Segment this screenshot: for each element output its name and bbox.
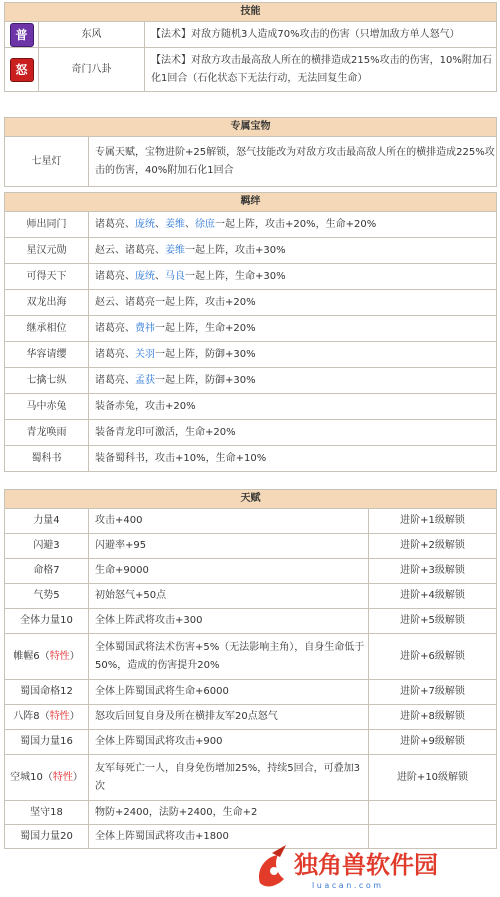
- talent-desc: 闪避率+95: [89, 534, 369, 559]
- hero-link[interactable]: 费祎: [135, 322, 155, 334]
- bond-name: 星汉元勋: [5, 238, 89, 264]
- watermark-sub: l u a c a n . c o m: [312, 881, 382, 890]
- bond-row: [5, 368, 497, 394]
- talent-name: 命格7: [5, 559, 89, 584]
- talent-row: [5, 705, 497, 730]
- trait-tag: 特性: [49, 650, 70, 662]
- bond-desc: 诸葛亮、关羽一起上阵，防御+30%: [89, 342, 497, 368]
- bond-row: [5, 342, 497, 368]
- bond-name: 蜀科书: [5, 446, 89, 472]
- talent-unlock: 进阶+6级解锁: [369, 634, 497, 680]
- talent-name: 蜀国命格12: [5, 680, 89, 705]
- talent-name: 力量4: [5, 509, 89, 534]
- talent-row: [5, 609, 497, 634]
- skill-name: 奇门八卦: [39, 48, 145, 92]
- skills-header: 技能: [5, 3, 497, 22]
- bond-name: 青龙唤雨: [5, 420, 89, 446]
- talent-unlock: [369, 801, 497, 825]
- bond-name: 华容请缨: [5, 342, 89, 368]
- hero-link[interactable]: 庞统: [135, 218, 155, 230]
- bond-row: [5, 212, 497, 238]
- talent-desc: 初始怒气+50点: [89, 584, 369, 609]
- bond-desc: 诸葛亮、费祎一起上阵，生命+20%: [89, 316, 497, 342]
- talent-unlock: 进阶+8级解锁: [369, 705, 497, 730]
- hero-link[interactable]: 姜维: [165, 244, 185, 256]
- talents-table: [4, 489, 497, 849]
- talent-row: [5, 801, 497, 825]
- talent-unlock: 进阶+2级解锁: [369, 534, 497, 559]
- talent-row: [5, 509, 497, 534]
- bond-name: 师出同门: [5, 212, 89, 238]
- bond-row: [5, 264, 497, 290]
- bond-row: [5, 446, 497, 472]
- hero-link[interactable]: 徐庶: [195, 218, 215, 230]
- talent-unlock: 进阶+3级解锁: [369, 559, 497, 584]
- talent-unlock: 进阶+9级解锁: [369, 730, 497, 755]
- treasure-table: [4, 117, 497, 187]
- talent-desc: 全体上阵武将攻击+300: [89, 609, 369, 634]
- talent-row: [5, 730, 497, 755]
- watermark-title: 独角兽软件园: [294, 851, 438, 879]
- skills-table: [4, 2, 497, 92]
- skill-row: [5, 22, 497, 48]
- talent-desc: 全体蜀国武将法术伤害+5%（无法影响主角），自身生命低于50%，造成的伤害提升20%: [89, 634, 369, 680]
- bond-name: 可得天下: [5, 264, 89, 290]
- talents-header: 天赋: [5, 490, 497, 509]
- talent-unlock: 进阶+1级解锁: [369, 509, 497, 534]
- bonds-table: [4, 192, 497, 472]
- skill-name: 东风: [39, 22, 145, 48]
- skill-desc: 【法术】对敌方随机3人造成70%攻击的伤害（只增加敌方单人怒气）: [145, 22, 497, 48]
- treasure-desc: 专属天赋，宝物进阶+25解锁，怒气技能改为对敌方攻击最高敌人所在的横排造成225%攻击的伤害，40%附加石化1回合: [89, 137, 497, 187]
- talent-name: 空城10（特性）: [5, 755, 89, 801]
- talent-name: 全体力量10: [5, 609, 89, 634]
- bond-desc: 诸葛亮、庞统、马良一起上阵，生命+30%: [89, 264, 497, 290]
- skill-icon-cell: [5, 22, 39, 48]
- hero-link[interactable]: 关羽: [135, 348, 155, 360]
- talent-row: [5, 634, 497, 680]
- bond-row: [5, 290, 497, 316]
- rage-skill-icon: 怒: [10, 58, 34, 82]
- talent-row: [5, 559, 497, 584]
- talent-name: 蜀国力量20: [5, 825, 89, 849]
- treasure-row: [5, 137, 497, 187]
- bonds-header: 羁绊: [5, 193, 497, 212]
- hero-link[interactable]: 姜维: [165, 218, 185, 230]
- talent-name: 气势5: [5, 584, 89, 609]
- site-watermark: [252, 843, 492, 893]
- bond-name: 双龙出海: [5, 290, 89, 316]
- bond-row: [5, 238, 497, 264]
- trait-tag: 特性: [49, 711, 70, 722]
- bond-name: 七擒七纵: [5, 368, 89, 394]
- hero-link[interactable]: 孟获: [135, 374, 155, 386]
- bond-desc: 赵云、诸葛亮、姜维一起上阵，攻击+30%: [89, 238, 497, 264]
- bond-desc: 诸葛亮、孟获一起上阵，防御+30%: [89, 368, 497, 394]
- talent-unlock: 进阶+10级解锁: [369, 755, 497, 801]
- talent-unlock: 进阶+7级解锁: [369, 680, 497, 705]
- skill-icon-cell: [5, 48, 39, 92]
- talent-row: [5, 680, 497, 705]
- talent-desc: 全体上阵蜀国武将攻击+1800: [89, 825, 369, 849]
- skill-row: [5, 48, 497, 92]
- talent-row: [5, 755, 497, 801]
- hero-link[interactable]: 马良: [165, 270, 185, 282]
- trait-tag: 特性: [52, 771, 73, 783]
- talent-name: 坚守18: [5, 801, 89, 825]
- talent-name: 八阵8（特性）: [5, 705, 89, 730]
- talent-name: 闪避3: [5, 534, 89, 559]
- bond-desc: 装备赤兔，攻击+20%: [89, 394, 497, 420]
- bond-desc: 诸葛亮、庞统、姜维、徐庶一起上阵，攻击+20%，生命+20%: [89, 212, 497, 238]
- bond-desc: 装备蜀科书，攻击+10%，生命+10%: [89, 446, 497, 472]
- bond-desc: 赵云、诸葛亮一起上阵，攻击+20%: [89, 290, 497, 316]
- talent-desc: 物防+2400，法防+2400，生命+2: [89, 801, 369, 825]
- talent-desc: 怒攻后回复自身及所在横排友军20点怒气: [89, 705, 369, 730]
- hero-link[interactable]: 庞统: [135, 270, 155, 282]
- talent-row: [5, 584, 497, 609]
- talent-name: 蜀国力量16: [5, 730, 89, 755]
- bond-row: [5, 394, 497, 420]
- treasure-name: 七星灯: [5, 137, 89, 187]
- talent-unlock: 进阶+5级解锁: [369, 609, 497, 634]
- normal-skill-icon: 普: [10, 23, 34, 47]
- talent-name: 帷幄6（特性）: [5, 634, 89, 680]
- talent-row: [5, 534, 497, 559]
- bond-desc: 装备青龙印可激活，生命+20%: [89, 420, 497, 446]
- bond-row: [5, 316, 497, 342]
- skill-desc: 【法术】对敌方攻击最高敌人所在的横排造成215%攻击的伤害，10%附加石化1回合（石化状态下无法行动，无法回复生命）: [145, 48, 497, 92]
- bond-name: 马中赤兔: [5, 394, 89, 420]
- talent-desc: 全体上阵蜀国武将攻击+900: [89, 730, 369, 755]
- unicorn-logo-icon: [259, 845, 286, 886]
- talent-unlock: 进阶+4级解锁: [369, 584, 497, 609]
- treasure-header: 专属宝物: [5, 118, 497, 137]
- talent-desc: 友军每死亡一人，自身免伤增加25%，持续5回合，可叠加3次: [89, 755, 369, 801]
- talent-desc: 生命+9000: [89, 559, 369, 584]
- bond-row: [5, 420, 497, 446]
- talent-desc: 攻击+400: [89, 509, 369, 534]
- bond-name: 继承相位: [5, 316, 89, 342]
- talent-desc: 全体上阵蜀国武将生命+6000: [89, 680, 369, 705]
